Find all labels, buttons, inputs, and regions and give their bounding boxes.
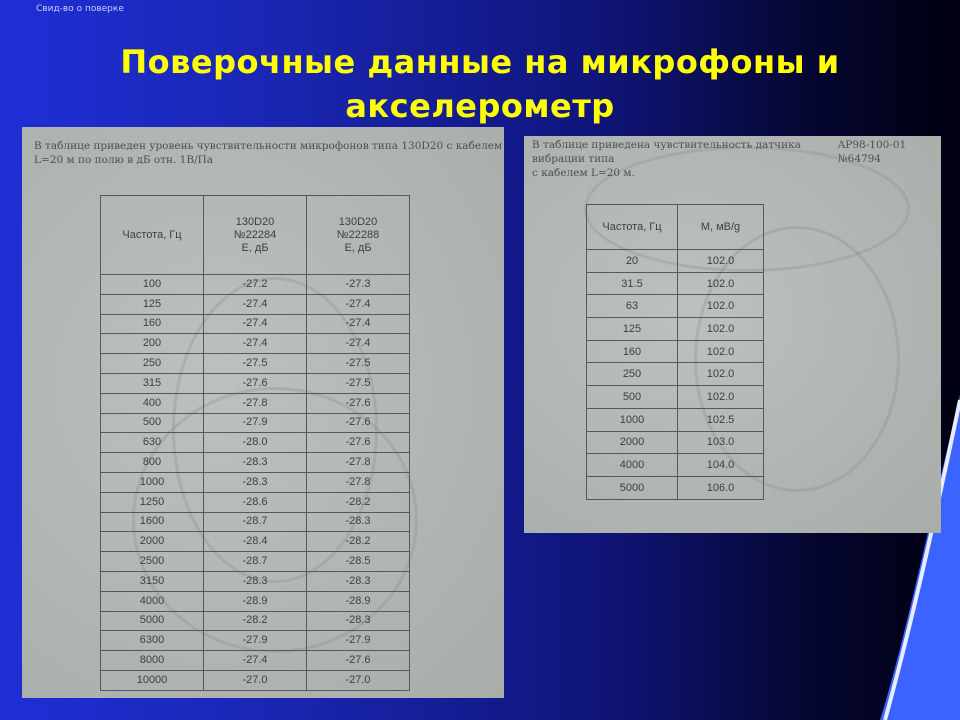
table-cell: 500 xyxy=(101,413,204,433)
table-cell: 630 xyxy=(101,433,204,453)
table-header-row xyxy=(587,205,764,250)
table-cell: -27.4 xyxy=(307,314,410,334)
table-cell: -27.8 xyxy=(307,472,410,492)
table-row xyxy=(587,272,764,295)
table-cell: 102.0 xyxy=(678,340,764,363)
table-header-row xyxy=(101,196,410,275)
table-row xyxy=(587,431,764,454)
table-cell: 2000 xyxy=(101,532,204,552)
table-cell: -27.4 xyxy=(204,314,307,334)
table-cell: 102.0 xyxy=(678,318,764,341)
table-cell: -28.2 xyxy=(307,532,410,552)
table-row xyxy=(101,472,410,492)
table-row xyxy=(101,373,410,393)
table-row xyxy=(101,275,410,295)
table-cell: -27.9 xyxy=(204,413,307,433)
table-cell: 103.0 xyxy=(678,431,764,454)
table-row xyxy=(101,591,410,611)
table-cell: -27.4 xyxy=(307,334,410,354)
table-cell: 102.0 xyxy=(678,295,764,318)
table-cell: 100 xyxy=(101,275,204,295)
table-cell: 8000 xyxy=(101,651,204,671)
table-row xyxy=(587,250,764,273)
section-label: Свид-во о поверке xyxy=(36,4,124,14)
table-cell: 125 xyxy=(587,318,678,341)
table-cell: -27.0 xyxy=(307,670,410,690)
table-cell: 1600 xyxy=(101,512,204,532)
table-cell: -27.9 xyxy=(307,631,410,651)
table-cell: -27.6 xyxy=(307,413,410,433)
table-row xyxy=(101,314,410,334)
slide-title: Поверочные данные на микрофоны и акселерометр xyxy=(120,43,840,125)
column-header-sensitivity: М, мВ/g xyxy=(678,205,764,250)
table-row xyxy=(101,631,410,651)
column-header-mic-22284: 130D20 №22284 E, дБ xyxy=(204,196,307,275)
table-cell: 250 xyxy=(587,363,678,386)
table-cell: 160 xyxy=(101,314,204,334)
table-cell: -27.9 xyxy=(204,631,307,651)
table-row xyxy=(587,476,764,499)
table-row xyxy=(587,295,764,318)
microphone-table-caption: В таблице приведен уровень чувствительности микрофонов типа 130D20 с кабелем L=20 м по полю в дБ отн. 1В/Па xyxy=(34,140,503,166)
table-cell: 1000 xyxy=(101,472,204,492)
table-cell: -27.6 xyxy=(307,651,410,671)
table-cell: -28.5 xyxy=(307,552,410,572)
accelerometer-model: AP98-100-01 №64794 xyxy=(837,139,907,165)
table-cell: -27.6 xyxy=(307,393,410,413)
table-cell: -28.7 xyxy=(204,512,307,532)
table-row xyxy=(101,453,410,473)
table-row xyxy=(101,354,410,374)
table-row xyxy=(587,454,764,477)
table-cell: -28.3 xyxy=(204,472,307,492)
table-row xyxy=(101,492,410,512)
table-row xyxy=(101,651,410,671)
table-row xyxy=(101,532,410,552)
microphone-calibration-photo xyxy=(22,127,504,698)
accelerometer-table xyxy=(586,204,764,500)
accelerometer-caption-line2: с кабелем L=20 м. xyxy=(532,167,635,179)
table-row xyxy=(101,334,410,354)
table-cell: -27.6 xyxy=(204,373,307,393)
table-row xyxy=(587,408,764,431)
table-cell: -28.2 xyxy=(307,492,410,512)
table-cell: 315 xyxy=(101,373,204,393)
table-row xyxy=(101,571,410,591)
table-cell: 4000 xyxy=(587,454,678,477)
table-cell: -27.4 xyxy=(204,334,307,354)
table-row xyxy=(587,318,764,341)
table-cell: -27.6 xyxy=(307,433,410,453)
table-cell: 102.0 xyxy=(678,386,764,409)
column-header-frequency: Частота, Гц xyxy=(587,205,678,250)
table-cell: -27.4 xyxy=(204,651,307,671)
table-cell: 10000 xyxy=(101,670,204,690)
table-cell: 102.0 xyxy=(678,363,764,386)
table-cell: -28.3 xyxy=(204,453,307,473)
table-cell: 4000 xyxy=(101,591,204,611)
table-cell: -28.0 xyxy=(204,433,307,453)
table-row xyxy=(101,611,410,631)
table-cell: 63 xyxy=(587,295,678,318)
table-cell: -27.5 xyxy=(307,354,410,374)
table-cell: 400 xyxy=(101,393,204,413)
table-cell: 3150 xyxy=(101,571,204,591)
table-cell: -27.4 xyxy=(204,294,307,314)
table-row xyxy=(587,386,764,409)
table-cell: 125 xyxy=(101,294,204,314)
table-cell: 1000 xyxy=(587,408,678,431)
table-cell: 160 xyxy=(587,340,678,363)
table-row xyxy=(101,393,410,413)
table-cell: 6300 xyxy=(101,631,204,651)
microphone-table xyxy=(100,195,410,691)
table-cell: 102.0 xyxy=(678,272,764,295)
table-cell: 5000 xyxy=(587,476,678,499)
table-cell: 2000 xyxy=(587,431,678,454)
table-cell: -27.4 xyxy=(307,294,410,314)
table-cell: -27.8 xyxy=(307,453,410,473)
table-cell: 106.0 xyxy=(678,476,764,499)
table-cell: 200 xyxy=(101,334,204,354)
table-cell: -28.3 xyxy=(307,611,410,631)
table-cell: 2500 xyxy=(101,552,204,572)
table-cell: 31.5 xyxy=(587,272,678,295)
table-row xyxy=(101,433,410,453)
table-cell: -28.3 xyxy=(307,571,410,591)
accelerometer-caption-text: В таблице приведена чувствительность датчика вибрации типа xyxy=(532,139,801,165)
table-cell: -28.4 xyxy=(204,532,307,552)
table-row xyxy=(587,363,764,386)
table-cell: -27.5 xyxy=(204,354,307,374)
table-cell: 800 xyxy=(101,453,204,473)
table-cell: -28.9 xyxy=(204,591,307,611)
table-cell: 104.0 xyxy=(678,454,764,477)
table-row xyxy=(587,340,764,363)
table-cell: -27.2 xyxy=(204,275,307,295)
table-cell: -27.3 xyxy=(307,275,410,295)
table-cell: 5000 xyxy=(101,611,204,631)
table-cell: -27.8 xyxy=(204,393,307,413)
table-cell: -28.9 xyxy=(307,591,410,611)
table-row xyxy=(101,294,410,314)
table-cell: -28.3 xyxy=(307,512,410,532)
table-cell: 102.5 xyxy=(678,408,764,431)
table-cell: -28.7 xyxy=(204,552,307,572)
table-cell: 1250 xyxy=(101,492,204,512)
table-row xyxy=(101,413,410,433)
table-cell: -27.5 xyxy=(307,373,410,393)
table-row xyxy=(101,670,410,690)
table-cell: 102.0 xyxy=(678,250,764,273)
table-cell: -28.3 xyxy=(204,571,307,591)
table-cell: 250 xyxy=(101,354,204,374)
table-row xyxy=(101,512,410,532)
column-header-mic-22288: 130D20 №22288 E, дБ xyxy=(307,196,410,275)
table-cell: 20 xyxy=(587,250,678,273)
table-cell: 500 xyxy=(587,386,678,409)
table-cell: -28.6 xyxy=(204,492,307,512)
table-cell: -28.2 xyxy=(204,611,307,631)
table-row xyxy=(101,552,410,572)
table-cell: -27.0 xyxy=(204,670,307,690)
accelerometer-calibration-photo xyxy=(524,136,941,533)
column-header-frequency: Частота, Гц xyxy=(101,196,204,275)
accelerometer-table-caption xyxy=(532,138,937,180)
